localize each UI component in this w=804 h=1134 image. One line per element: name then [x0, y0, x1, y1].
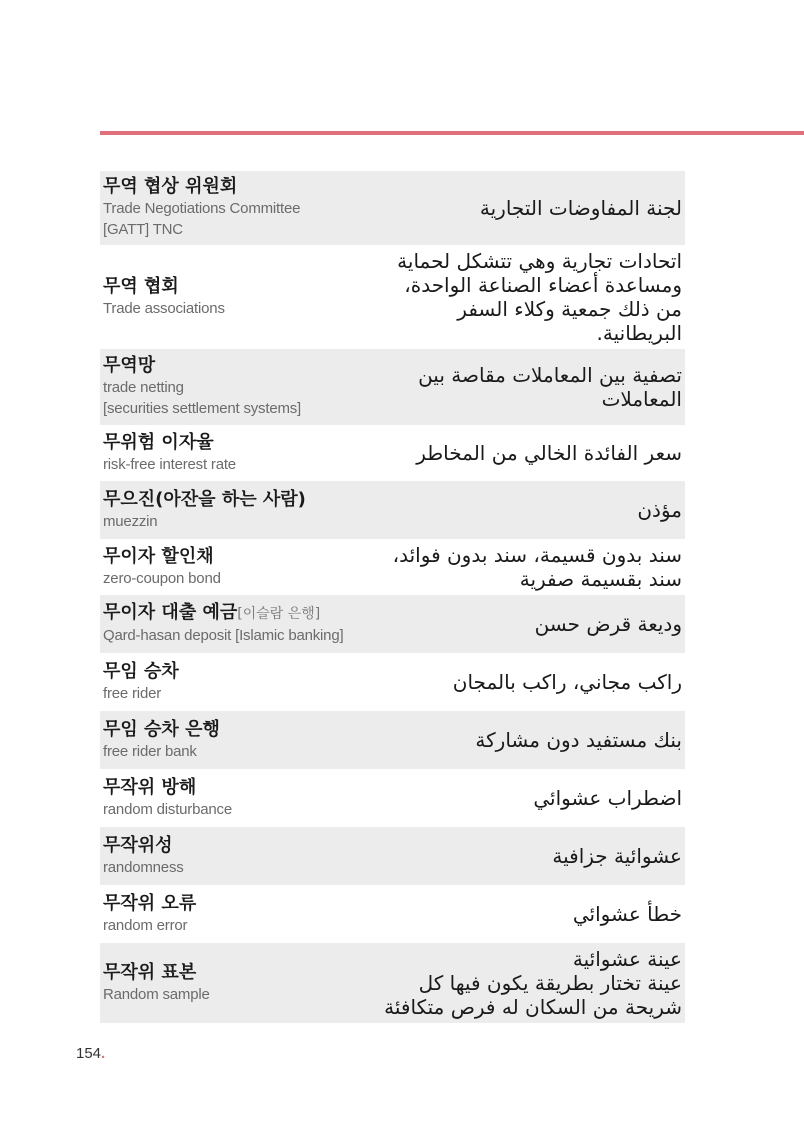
- arabic-term: اتحادات تجارية وهي تتشكل لحماية ومساعدة أعضاء الصناعة الواحدة، من ذلك جمعية وكلاء السفر البريطانية.: [397, 249, 682, 345]
- table-row: [100, 425, 685, 481]
- korean-column: [103, 432, 353, 475]
- korean-column: [103, 176, 353, 240]
- arabic-term: عينة عشوائية عينة تختار بطريقة يكون فيها كل شريحة من السكان له فرص متكافئة: [384, 947, 682, 1019]
- arabic-term: سعر الفائدة الخالي من المخاطر: [416, 441, 682, 465]
- english-term: Qard-hasan deposit [Islamic banking]: [103, 627, 344, 644]
- korean-column: [103, 777, 353, 820]
- table-row: [100, 349, 685, 425]
- page-number-value: 154: [76, 1045, 102, 1062]
- arabic-term: عشوائية جزافية: [552, 844, 682, 868]
- korean-term: 무임 승차: [103, 660, 179, 682]
- page-number-dot: .: [101, 1045, 106, 1062]
- korean-column: [103, 489, 353, 532]
- korean-column: [103, 893, 353, 936]
- korean-term-note: [이슬람 은행]: [237, 606, 321, 622]
- table-row: [100, 245, 685, 349]
- korean-column: [103, 661, 353, 704]
- table-row: [100, 539, 685, 595]
- korean-term: 무역망: [103, 355, 156, 376]
- english-term: risk-free interest rate: [103, 455, 236, 473]
- korean-term: 무역 협회: [103, 275, 179, 297]
- english-term: randomness: [103, 858, 184, 876]
- english-term: muezzin: [103, 512, 158, 530]
- table-row: [100, 827, 685, 885]
- korean-column: [103, 276, 353, 319]
- english-term: Random sample: [103, 985, 210, 1003]
- header-rule: [100, 131, 804, 135]
- korean-term: 무작위 오류: [103, 892, 197, 914]
- arabic-term: بنك مستفيد دون مشاركة: [475, 728, 682, 752]
- korean-term: 무역 협상 위원회: [103, 176, 238, 197]
- english-term: free rider: [103, 684, 162, 702]
- korean-term: 무임 승차 은행: [103, 718, 220, 740]
- korean-column: [103, 602, 393, 646]
- table-row: [100, 595, 685, 653]
- korean-column: [103, 355, 353, 419]
- korean-term: 무이자 할인채: [103, 545, 214, 567]
- korean-term: 무작위 방해: [103, 776, 197, 798]
- english-term: free rider bank: [103, 742, 197, 760]
- korean-term: 무으진(아잔을 하는 사람): [103, 488, 306, 510]
- page-number: [76, 1045, 105, 1062]
- korean-term: [103, 602, 393, 625]
- arabic-term: وديعة قرض حسن: [534, 612, 682, 636]
- arabic-term: تصفية بين المعاملات مقاصة بين المعاملات: [418, 363, 682, 411]
- table-row: [100, 481, 685, 539]
- table-row: [100, 653, 685, 711]
- english-term: trade netting [securities settlement systems]: [103, 379, 302, 417]
- english-term: zero-coupon bond: [103, 569, 221, 587]
- table-row: [100, 171, 685, 245]
- korean-column: [103, 546, 353, 589]
- arabic-term: راكب مجاني، راكب بالمجان: [452, 670, 682, 694]
- korean-column: [103, 719, 353, 762]
- korean-term-text: 무이자 대출 예금: [103, 602, 238, 623]
- korean-column: [103, 835, 353, 878]
- arabic-term: مؤذن: [637, 498, 682, 522]
- english-term: random disturbance: [103, 800, 232, 818]
- arabic-term: خطأ عشوائي: [572, 902, 682, 926]
- table-row: [100, 711, 685, 769]
- english-term: Trade Negotiations Committee [GATT] TNC: [103, 200, 301, 238]
- korean-term: 무작위 표본: [103, 961, 197, 983]
- arabic-term: اضطراب عشوائي: [533, 786, 682, 810]
- korean-term: 무위험 이자율: [103, 431, 214, 453]
- glossary-table: [100, 171, 685, 1023]
- korean-column: [103, 962, 353, 1005]
- table-row: [100, 769, 685, 827]
- english-term: random error: [103, 916, 188, 934]
- table-row: [100, 943, 685, 1023]
- arabic-term: لجنة المفاوضات التجارية: [479, 196, 682, 220]
- table-row: [100, 885, 685, 943]
- korean-term: 무작위성: [103, 834, 173, 856]
- arabic-term: سند بدون قسيمة، سند بدون فوائد، سند بقسيمة صفرية: [392, 543, 682, 591]
- english-term: Trade associations: [103, 299, 225, 317]
